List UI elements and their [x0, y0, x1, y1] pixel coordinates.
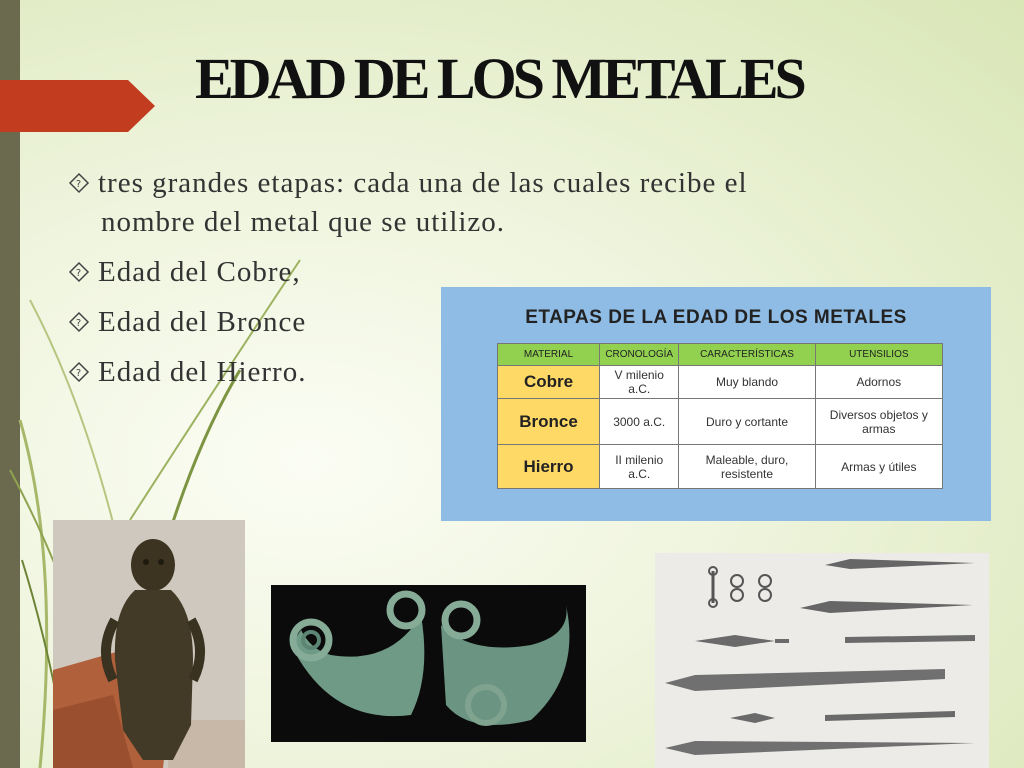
bronze-bracelets-photo — [271, 585, 586, 742]
bullet-continuation — [68, 197, 928, 247]
bullet-text: Edad del Hierro. — [98, 356, 307, 388]
table-cell-material: Hierro — [498, 445, 600, 489]
table-cell: Duro y cortante — [679, 399, 815, 445]
diamond-bullet-icon — [68, 249, 90, 279]
bullet-text: nombre del metal que se utilizo. — [101, 206, 506, 238]
table-cell: Maleable, duro, resistente — [679, 445, 815, 489]
diamond-bullet-icon — [68, 167, 90, 189]
table-cell: Armas y útiles — [815, 445, 942, 489]
copper-figurine-photo — [53, 520, 245, 768]
metal-ages-table-panel — [441, 287, 991, 521]
svg-text:?: ? — [75, 179, 83, 190]
table-header-cell: UTENSILIOS — [815, 344, 942, 366]
table-cell: V milenio a.C. — [600, 366, 679, 399]
table-header-cell: CRONOLOGÍA — [600, 344, 679, 366]
diamond-bullet-icon — [68, 299, 90, 329]
bullet-text: tres grandes etapas: cada una de las cuales recibe el — [98, 167, 748, 199]
bullet-item — [68, 165, 928, 201]
table-header-cell: MATERIAL — [498, 344, 600, 366]
svg-text:?: ? — [75, 318, 83, 329]
table-cell: Muy blando — [679, 366, 815, 399]
iron-weapons-illustration — [655, 553, 989, 768]
table-header-cell: CARACTERÍSTICAS — [679, 344, 815, 366]
metal-ages-table — [497, 343, 943, 489]
svg-text:?: ? — [75, 268, 83, 279]
table-cell-material: Cobre — [498, 366, 600, 399]
title-accent-arrow — [0, 80, 155, 132]
table-cell: 3000 a.C. — [600, 399, 679, 445]
table-cell: Adornos — [815, 366, 942, 399]
bullet-text: Edad del Cobre, — [98, 256, 301, 288]
table-cell: Diversos objetos y armas — [815, 399, 942, 445]
slide-title: EDAD DE LOS METALES — [195, 46, 803, 111]
svg-text:?: ? — [75, 368, 83, 379]
table-title: ETAPAS DE LA EDAD DE LOS METALES — [525, 307, 907, 328]
table-row — [498, 445, 943, 489]
table-cell-material: Bronce — [498, 399, 600, 445]
bullet-text: Edad del Bronce — [98, 306, 307, 338]
table-header-row — [498, 344, 943, 366]
table-cell: II milenio a.C. — [600, 445, 679, 489]
table-row — [498, 366, 943, 399]
diamond-bullet-icon — [68, 349, 90, 379]
table-row — [498, 399, 943, 445]
